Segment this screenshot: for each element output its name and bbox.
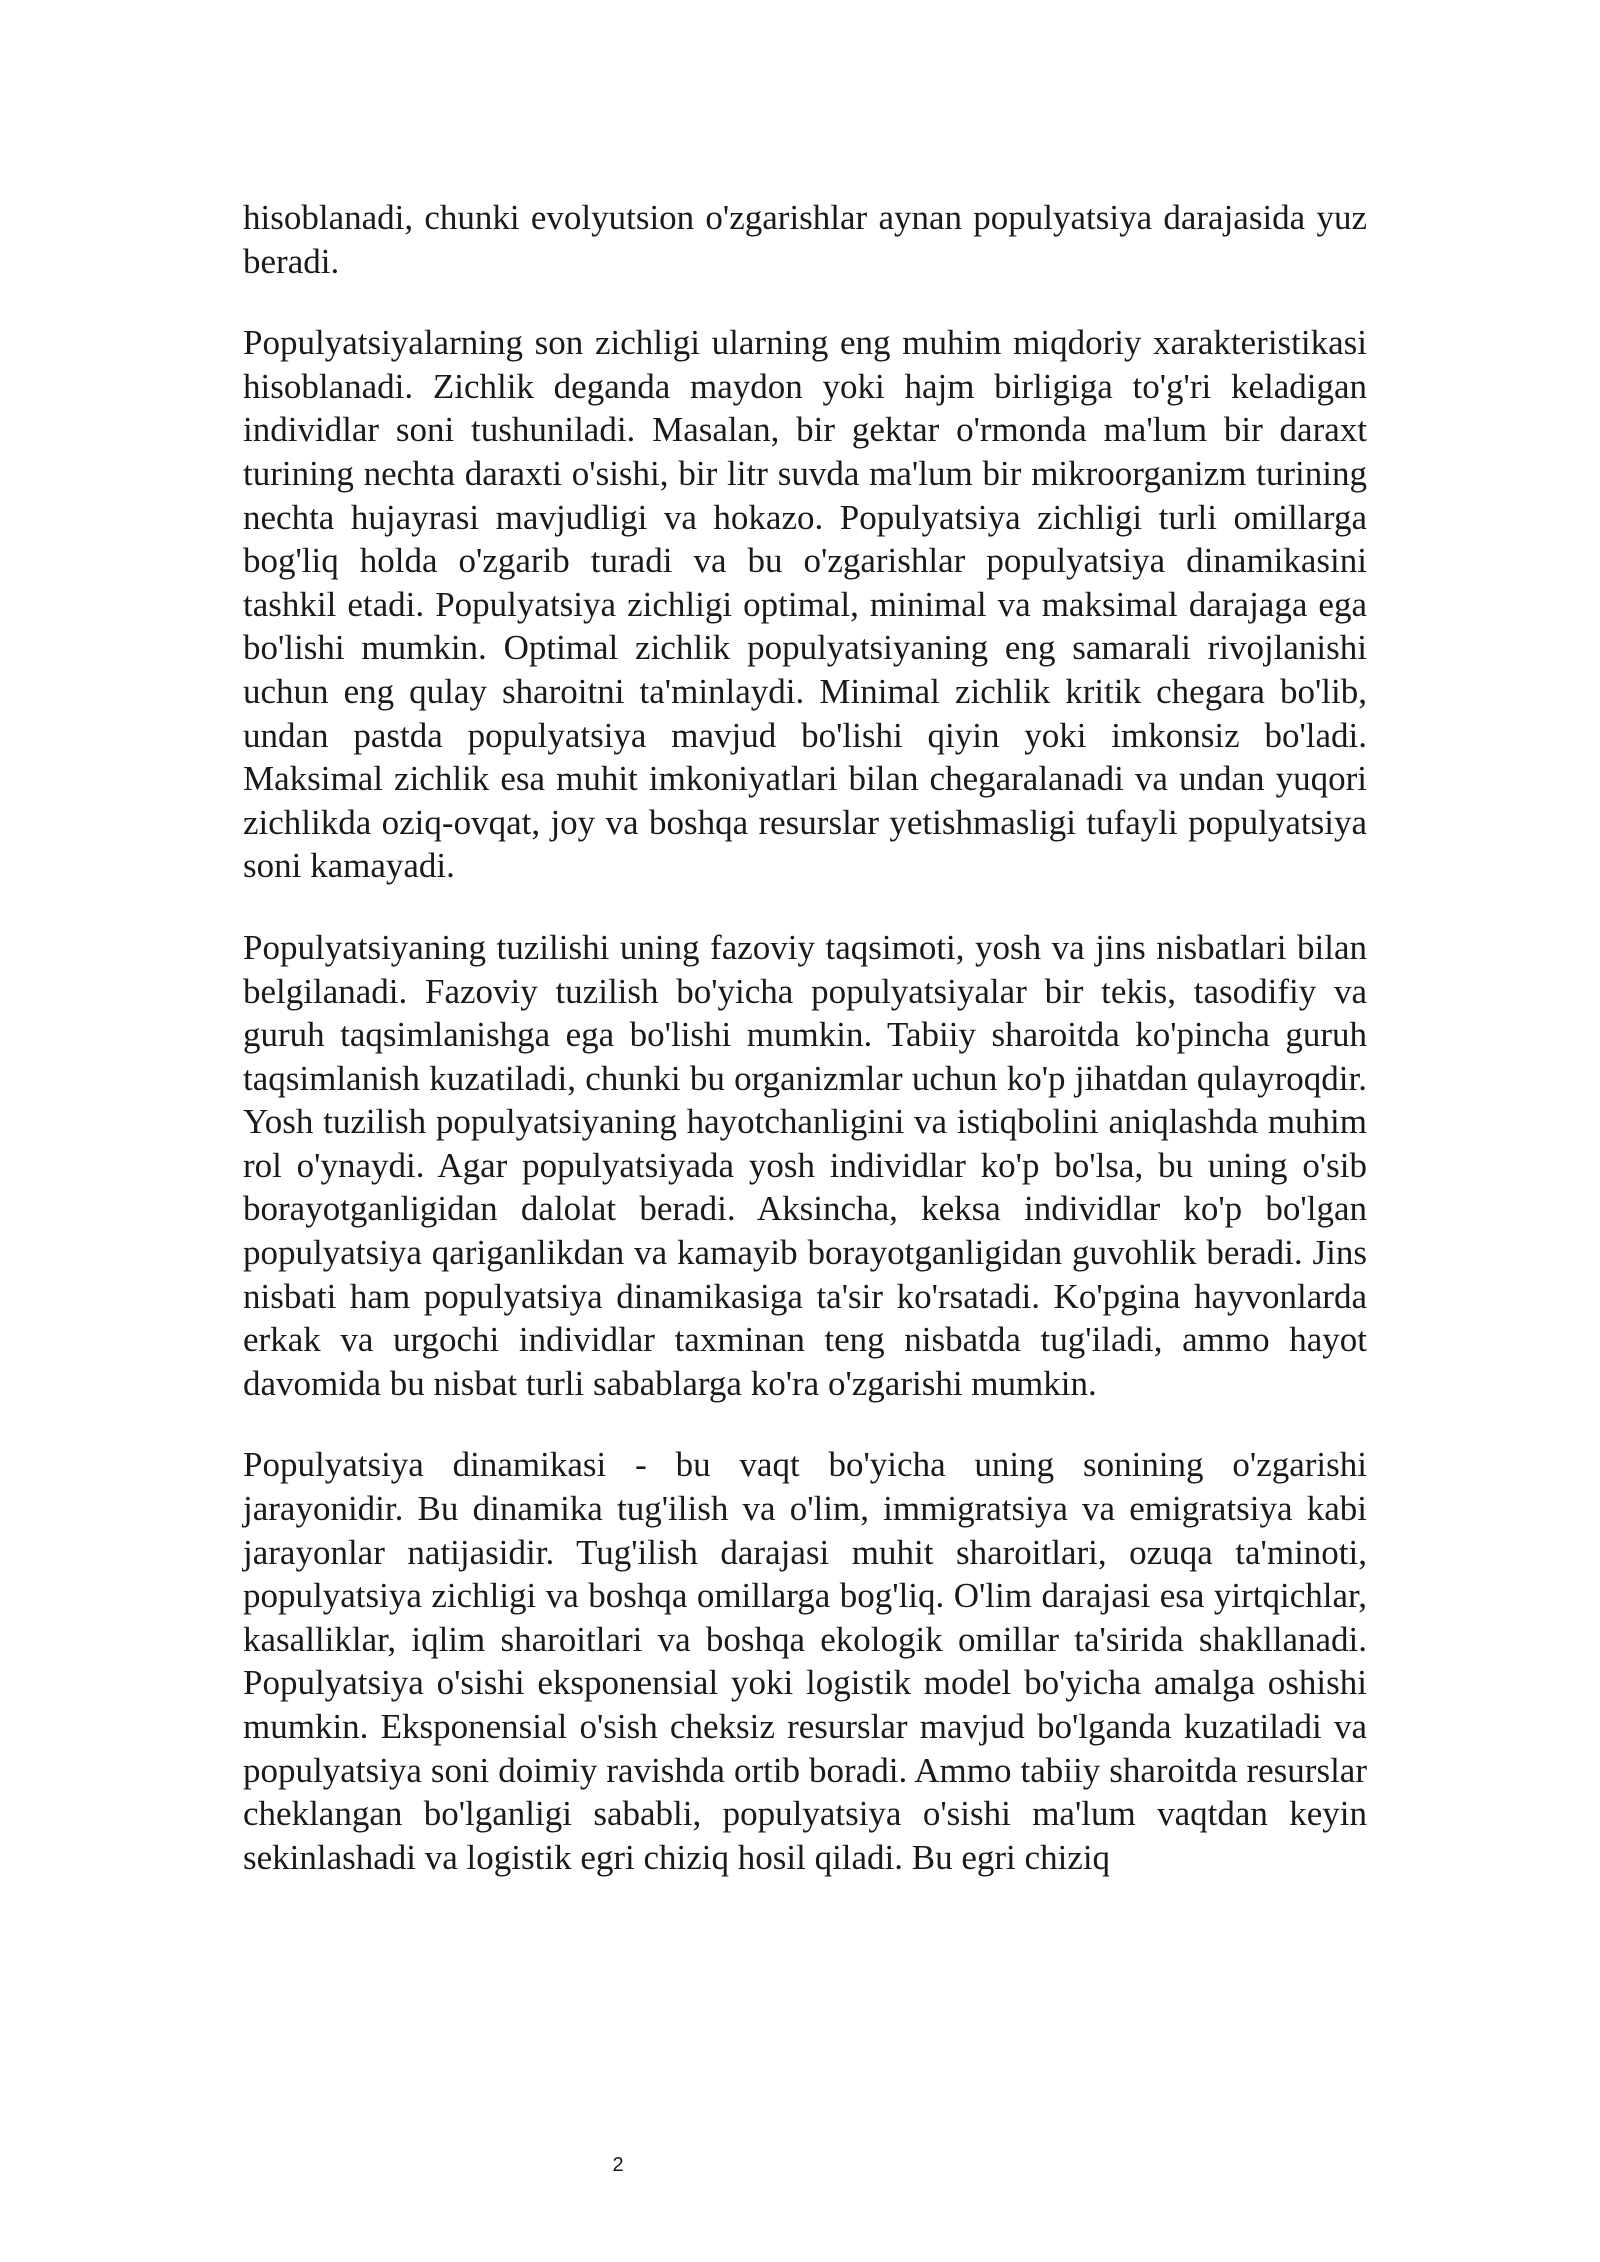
paragraph-4: Populyatsiya dinamikasi - bu vaqt bo'yicha uning sonining o'zgarishi jarayonidir. Bu dinamika tug'ilish va o'lim, immigratsiya va emigratsiya kabi jarayonlar natijasidir. Tug'ilish darajasi muhit sharoitlari, ozuqa ta'minoti, populyatsiya zichligi va boshqa omillarga bog'liq. O'lim darajasi esa yirtqichlar, kasalliklar, iqlim sharoitlari va boshqa ekologik omillar ta'sirida shakllanadi. Populyatsiya o'sishi eksponensial yoki logistik model bo'yicha amalga oshishi mumkin. Eksponensial o'sish cheksiz resurslar mavjud bo'lganda kuzatiladi va populyatsiya soni doimiy ravishda ortib boradi. Ammo tabiiy sharoitda resurslar cheklangan bo'lganligi sababli, populyatsiya o'sishi ma'lum vaqtdan keyin sekinlashadi va logistik egri chiziq hosil qiladi. Bu egri chiziq	[243, 1445, 1367, 1877]
paragraph-3: Populyatsiyaning tuzilishi uning fazoviy taqsimoti, yosh va jins nisbatlari bilan belgilanadi. Fazoviy tuzilish bo'yicha populyatsiyalar bir tekis, tasodifiy va guruh taqsimlanishga ega bo'lishi mumkin. Tabiiy sharoitda ko'pincha guruh taqsimlanish kuzatiladi, chunki bu organizmlar uchun ko'p jihatdan qulayroqdir. Yosh tuzilish populyatsiyaning hayotchanligini va istiqbolini aniqlashda muhim rol o'ynaydi. Agar populyatsiyada yosh individlar ko'p bo'lsa, bu uning o'sib borayotganligidan dalolat beradi. Aksincha, keksa individlar ko'p bo'lgan populyatsiya qariganlikdan va kamayib borayotganligidan guvohlik beradi. Jins nisbati ham populyatsiya dinamikasiga ta'sir ko'rsatadi. Ko'pgina hayvonlarda erkak va urgochi individlar taxminan teng nisbatda tug'iladi, ammo hayot davomida bu nisbat turli sabablarga ko'ra o'zgarishi mumkin.	[243, 927, 1367, 1403]
page-body	[243, 196, 1367, 1917]
paragraph-2: Populyatsiyalarning son zichligi ularning eng muhim miqdoriy xarakteristikasi hisoblanadi. Zichlik deganda maydon yoki hajm birligiga to'g'ri keladigan individlar soni tushuniladi. Masalan, bir gektar o'rmonda ma'lum bir daraxt turining nechta daraxti o'sishi, bir litr suvda ma'lum bir mikroorganizm turining nechta hujayrasi mavjudligi va hokazo. Populyatsiya zichligi turli omillarga bog'liq holda o'zgarib turadi va bu o'zgarishlar populyatsiya dinamikasini tashkil etadi. Populyatsiya zichligi optimal, minimal va maksimal darajaga ega bo'lishi mumkin. Optimal zichlik populyatsiyaning eng samarali rivojlanishi uchun eng qulay sharoitni ta'minlaydi. Minimal zichlik kritik chegara bo'lib, undan pastda populyatsiya mavjud bo'lishi qiyin yoki imkonsiz bo'ladi. Maksimal zichlik esa muhit imkoniyatlari bilan chegaralanadi va undan yuqori zichlikda oziq-ovqat, joy va boshqa resurslar yetishmasligi tufayli populyatsiya soni kamayadi.	[243, 323, 1367, 886]
page-number: 2	[612, 2154, 624, 2176]
paragraph-1: hisoblanadi, chunki evolyutsion o'zgarishlar aynan populyatsiya darajasida yuz beradi.	[243, 198, 1367, 281]
